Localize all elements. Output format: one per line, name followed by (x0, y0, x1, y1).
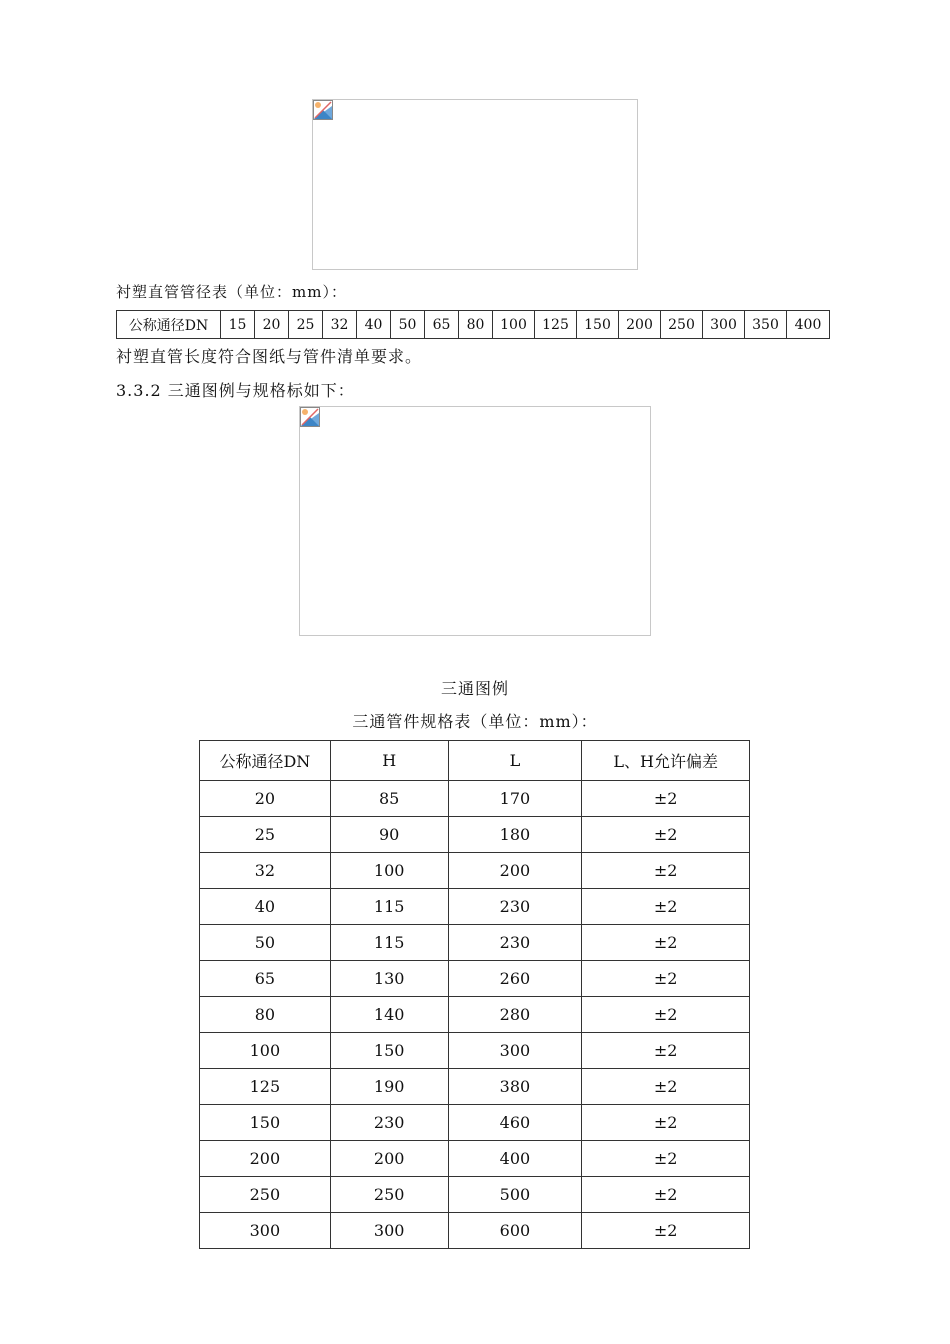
pipe-length-note: 衬塑直管长度符合图纸与管件清单要求。 (116, 347, 423, 366)
table-row (200, 1033, 750, 1069)
table-cell: 130 (330, 961, 448, 997)
table-cell: 85 (330, 781, 448, 817)
table-row (200, 817, 750, 853)
tee-figure-caption: 三通图例 (440, 679, 509, 698)
table-row (200, 889, 750, 925)
table-cell: 250 (661, 311, 703, 339)
table-cell: ±2 (582, 1213, 750, 1249)
table-header-cell: 公称通径DN (117, 311, 221, 339)
table-cell: 50 (200, 925, 331, 961)
table-cell: 20 (200, 781, 331, 817)
table-row (200, 781, 750, 817)
table-row (200, 1177, 750, 1213)
table-cell: 250 (330, 1177, 448, 1213)
table-header-cell: H (330, 741, 448, 781)
table-cell: ±2 (582, 1069, 750, 1105)
table-cell: 100 (493, 311, 535, 339)
table-cell: ±2 (582, 997, 750, 1033)
table-row (117, 311, 830, 339)
table-cell: 170 (448, 781, 582, 817)
table-cell: 90 (330, 817, 448, 853)
table-cell: 300 (703, 311, 745, 339)
table-cell: ±2 (582, 925, 750, 961)
table-cell: 600 (448, 1213, 582, 1249)
table-cell: 140 (330, 997, 448, 1033)
table-cell: 80 (200, 997, 331, 1033)
table-cell: 230 (448, 925, 582, 961)
table-row (200, 853, 750, 889)
table-cell: 300 (448, 1033, 582, 1069)
table-cell: ±2 (582, 961, 750, 997)
table-cell: 400 (787, 311, 830, 339)
table-cell: 230 (448, 889, 582, 925)
tee-spec-table (199, 740, 750, 1249)
broken-image-icon (313, 100, 333, 120)
table-cell: ±2 (582, 889, 750, 925)
table-cell: 25 (289, 311, 323, 339)
table-cell: 260 (448, 961, 582, 997)
table-cell: 500 (448, 1177, 582, 1213)
table-cell: 150 (577, 311, 619, 339)
table-cell: 200 (330, 1141, 448, 1177)
table-cell: 32 (323, 311, 357, 339)
table-cell: 200 (448, 853, 582, 889)
table-cell: 400 (448, 1141, 582, 1177)
table-cell: 125 (200, 1069, 331, 1105)
pipe-diameter-table (116, 310, 830, 339)
table-cell: ±2 (582, 1141, 750, 1177)
table-row (200, 1069, 750, 1105)
table-row (200, 1213, 750, 1249)
table-cell: 460 (448, 1105, 582, 1141)
table-row (200, 997, 750, 1033)
table-cell: 20 (255, 311, 289, 339)
tee-table-body (200, 781, 750, 1249)
table-header-cell: L (448, 741, 582, 781)
table-cell: ±2 (582, 817, 750, 853)
table-cell: 50 (391, 311, 425, 339)
pipe-table-caption: 衬塑直管管径表（单位：mm）： (116, 283, 347, 301)
table-cell: 100 (330, 853, 448, 889)
table-row (200, 925, 750, 961)
table-cell: 100 (200, 1033, 331, 1069)
table-header-row (200, 741, 750, 781)
section-heading: 3.3.2 三通图例与规格标如下： (116, 381, 355, 400)
table-cell: 300 (330, 1213, 448, 1249)
table-cell: ±2 (582, 1105, 750, 1141)
table-row (200, 1105, 750, 1141)
table-header-cell: L、H允许偏差 (582, 741, 750, 781)
table-cell: 280 (448, 997, 582, 1033)
table-cell: ±2 (582, 853, 750, 889)
table-cell: 180 (448, 817, 582, 853)
table-cell: 65 (200, 961, 331, 997)
table-row (200, 1141, 750, 1177)
table-cell: 190 (330, 1069, 448, 1105)
table-cell: 25 (200, 817, 331, 853)
table-cell: 125 (535, 311, 577, 339)
table-cell: 380 (448, 1069, 582, 1105)
table-cell: 65 (425, 311, 459, 339)
table-cell: 300 (200, 1213, 331, 1249)
table-cell: 200 (200, 1141, 331, 1177)
table-cell: 350 (745, 311, 787, 339)
table-cell: 115 (330, 889, 448, 925)
table-row (200, 961, 750, 997)
table-cell: 150 (330, 1033, 448, 1069)
table-cell: 230 (330, 1105, 448, 1141)
table-cell: 200 (619, 311, 661, 339)
table-cell: 150 (200, 1105, 331, 1141)
table-cell: ±2 (582, 781, 750, 817)
broken-image-icon (300, 407, 320, 427)
table-cell: 250 (200, 1177, 331, 1213)
table-cell: 15 (221, 311, 255, 339)
table-header-cell: 公称通径DN (200, 741, 331, 781)
table-cell: ±2 (582, 1177, 750, 1213)
table-cell: ±2 (582, 1033, 750, 1069)
table-cell: 32 (200, 853, 331, 889)
figure-image-2 (299, 406, 651, 636)
tee-table-caption: 三通管件规格表（单位：mm）： (352, 712, 598, 731)
figure-image-1 (312, 99, 638, 270)
table-cell: 80 (459, 311, 493, 339)
table-cell: 115 (330, 925, 448, 961)
table-cell: 40 (200, 889, 331, 925)
table-cell: 40 (357, 311, 391, 339)
